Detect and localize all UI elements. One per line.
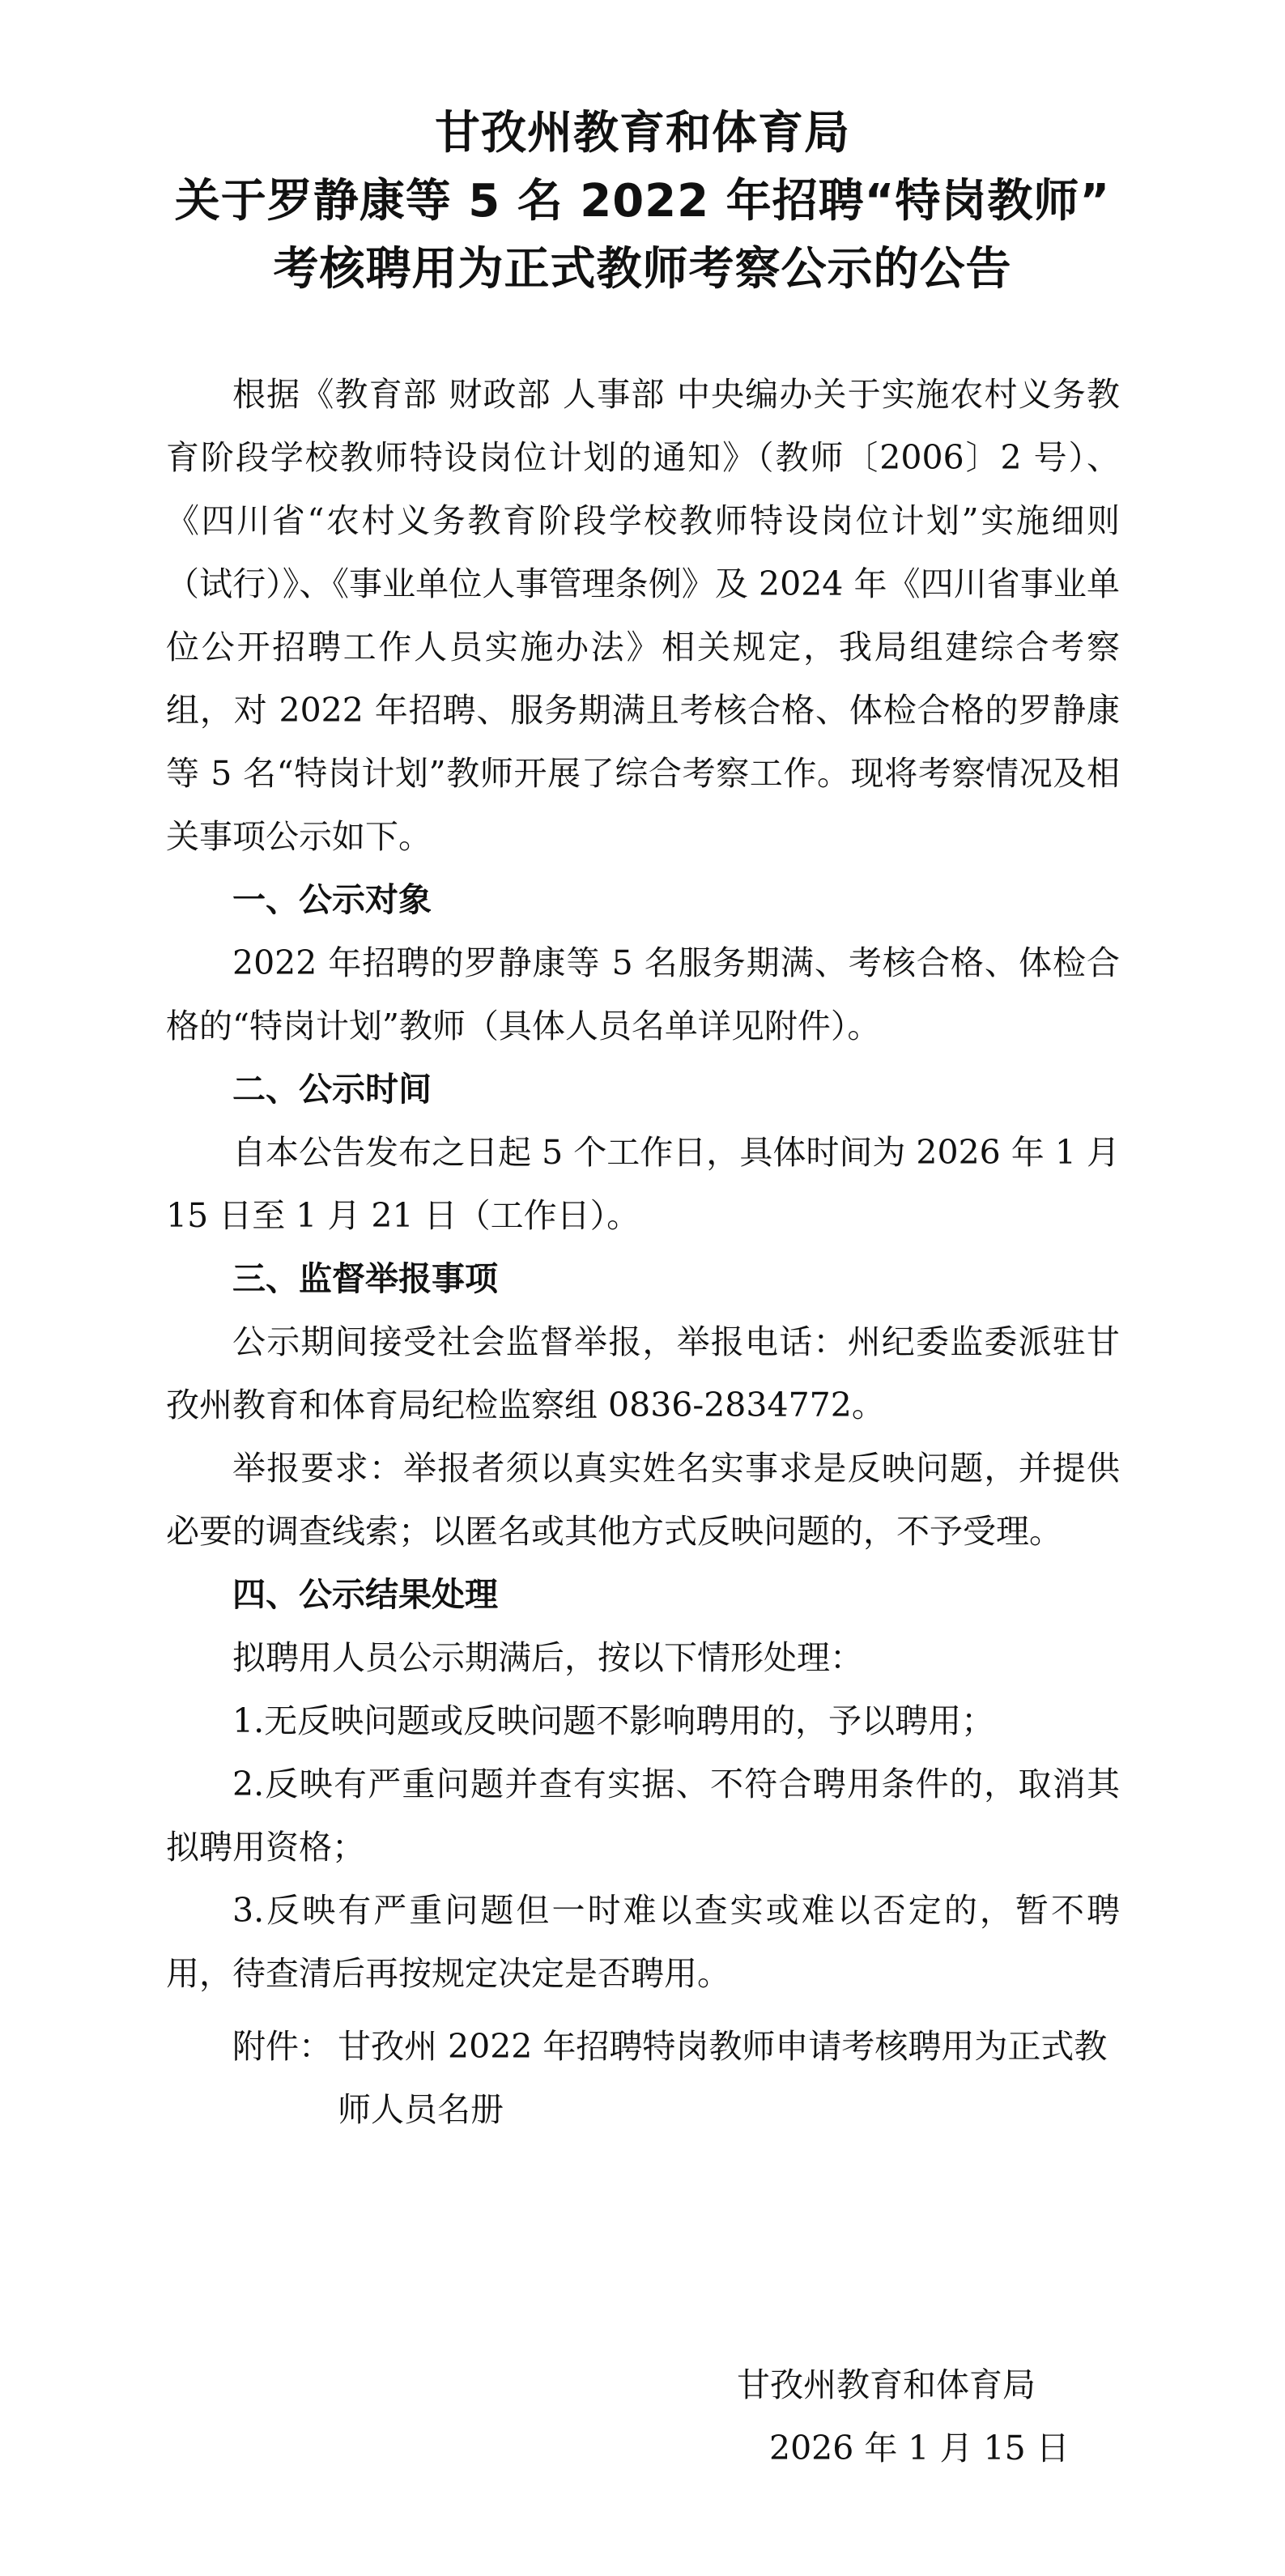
attachment-block xyxy=(232,2015,1123,2129)
section-1-heading: 一、公示对象 xyxy=(232,880,432,919)
section-2-text: 自本公告发布之日起 5 个工作日，具体时间为 2026 年 1 月 15 日至 1 月 21 日（工作日）。 xyxy=(166,1133,1120,1235)
section-4-intro: 拟聘用人员公示期满后，按以下情形处理： xyxy=(232,1638,863,1677)
section-2-heading: 二、公示时间 xyxy=(232,1070,432,1109)
section-3-heading: 三、监督举报事项 xyxy=(232,1259,498,1298)
signature-date: 2026 年 1 月 15 日 xyxy=(769,2429,1070,2467)
title-line-2: 关于罗静康等 5 名 2022 年招聘“特岗教师” xyxy=(174,175,1111,228)
title-line-3: 考核聘用为正式教师考察公示的公告 xyxy=(273,243,1012,296)
section-4-item-1: 1.无反映问题或反映问题不影响聘用的，予以聘用； xyxy=(232,1701,995,1740)
attachment-label: 附件： xyxy=(232,2027,332,2066)
section-4-item-2: 2.反映有严重问题并查有实据、不符合聘用条件的，取消其拟聘用资格； xyxy=(166,1765,1120,1867)
body-content xyxy=(166,363,1120,2005)
title-line-1: 甘孜州教育和体育局 xyxy=(435,107,850,160)
attachment-title: 甘孜州 2022 年招聘特岗教师申请考核聘用为正式教师人员名册 xyxy=(338,2027,1108,2129)
intro-paragraph: 根据《教育部 财政部 人事部 中央编办关于实施农村义务教育阶段学校教师特设岗位计划的通知》（教师〔2006〕2 号）、《四川省“农村义务教育阶段学校教师特设岗位计划”实施细则（试行）》、《事业单位人事管理条例》及 2024 年《四川省事业单位公开招聘工作人员实施办法》相关规定，我局组建综合考察组，对 2022 年招聘、服务期满且考核合格、体检合格的罗静康等 5 名“特岗计划”教师开展了综合考察工作。现将考察情况及相关事项公示如下。 xyxy=(166,375,1120,856)
section-1-text: 2022 年招聘的罗静康等 5 名服务期满、考核合格、体检合格的“特岗计划”教师（具体人员名单详见附件）。 xyxy=(166,943,1120,1045)
signature-organization: 甘孜州教育和体育局 xyxy=(737,2365,1036,2404)
section-3-report-phone: 公示期间接受社会监督举报，举报电话：州纪委监委派驻甘孜州教育和体育局纪检监察组 0836-2834772。 xyxy=(166,1322,1120,1424)
section-4-item-3: 3.反映有严重问题但一时难以查实或难以否定的，暂不聘用，待查清后再按规定决定是否聘用。 xyxy=(166,1891,1120,1993)
section-4-heading: 四、公示结果处理 xyxy=(232,1575,498,1614)
section-3-report-requirements: 举报要求：举报者须以真实姓名实事求是反映问题，并提供必要的调查线索；以匿名或其他方式反映问题的，不予受理。 xyxy=(166,1449,1120,1551)
